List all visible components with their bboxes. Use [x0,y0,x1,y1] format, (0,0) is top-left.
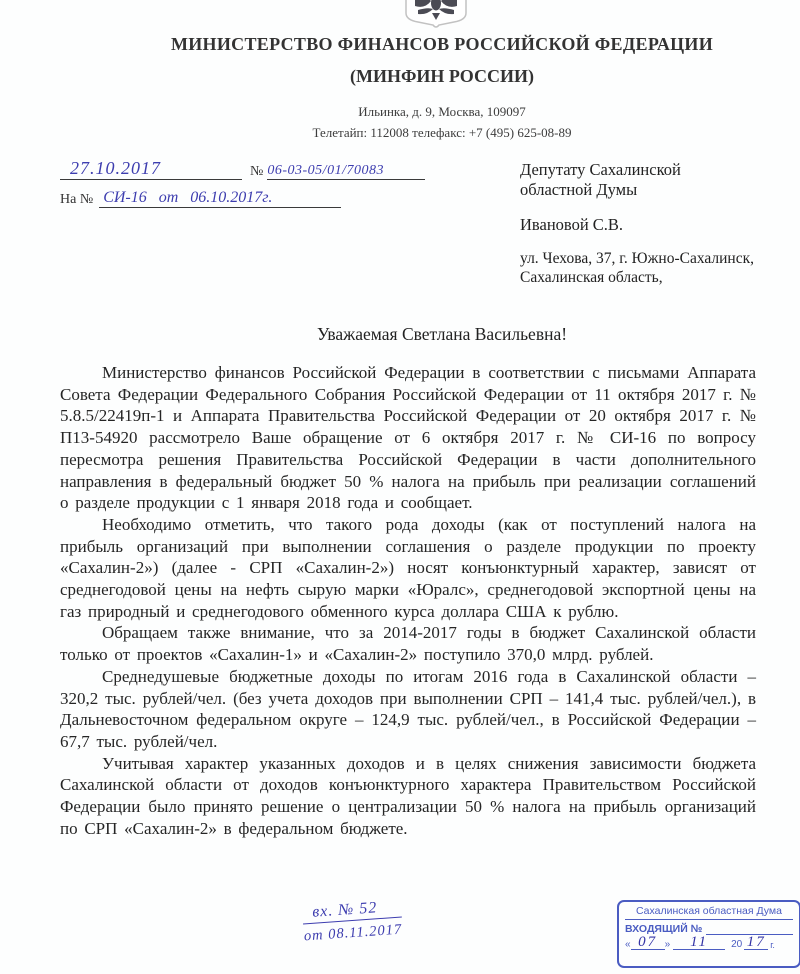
stamp-incoming-label: ВХОДЯЩИЙ № [625,923,703,935]
reply-number-handwritten: СИ-16 от 06.10.2017г. [99,189,341,208]
number-sign-label: № [250,164,264,179]
outgoing-date-handwritten: 27.10.2017 [60,158,242,180]
stamp-organization: Сахалинская областная Дума [625,905,793,920]
ministry-contacts: Телетайп: 112008 телефакс: +7 (495) 625-08-89 [312,125,572,140]
reference-block [60,158,440,208]
handwritten-incoming-note [302,898,403,946]
coat-of-arms-icon [402,0,470,33]
addressee-address-line2: Сахалинская область, [520,269,663,286]
paragraph-3: Обращаем также внимание, что за 2014-2017 годы в бюджет Сахалинской области только от проектов «Сахалин-1» и «Сахалин-2» поступило 370,0 млрд. рублей. [60,623,756,665]
paragraph-2: Необходимо отметить, что такого рода доходы (как от поступлений налога на прибыль организаций при выполнении соглашения о разделе продукции по проекту «Сахалин-2») (далее - СРП «Сахалин-2») носят конъюнктурный характер, зависят от среднегодовой цены на нефть сырую марки «Юралс», среднегодовой экспортной цены на газ природный и среднегодового обменного курса доллара США к рублю. [60,514,756,621]
stamp-year-handwritten: 17 [744,936,768,950]
stamp-quote-open: « [625,939,631,950]
reply-ref-line [60,189,440,208]
stamp-quote-close: » [664,939,671,950]
paragraph-1: Министерство финансов Российской Федерации в соответствии с письмами Аппарата Совета Федерации Федерального Собрания Российской Федерации от 11 октября 2017 г. № 5.8.5/22419п-1 и Аппарата Правительства Российской Федерации от 20 октября 2017 г. № П13-54920 рассмотрело Ваше обращение от 6 октября 2017 г. № СИ-16 по вопросу пересмотра решения Правительства Российской Федерации в части дополнительного направления в федеральный бюджет 50 % налога на прибыль при реализации соглашений о разделе продукции с 1 января 2018 года и сообщает. [60,363,756,513]
paragraph-5: Учитывая характер указанных доходов и в целях снижения зависимости бюджета Сахалинской области от доходов конъюнктурного характера Правительством Российской Федерации было принято решение о централизации 50 % налога на прибыль организаций по СРП «Сахалин-2» в федеральном бюджете. [60,753,756,838]
addressee-name: Ивановой С.В. [520,215,624,234]
stamp-day-handwritten: 07 [631,936,665,950]
stamp-date-row [625,936,793,950]
outgoing-number-handwritten: 06-03-05/01/70083 [267,163,425,180]
stamp-year-suffix: г. [770,940,775,950]
letterhead [42,34,800,141]
paragraph-4: Среднедушевые бюджетные доходы по итогам 2016 года в Сахалинской области – 320,2 тыс. рублей/чел. (без учета доходов при выполнении СРП – 141,4 тыс. рублей/чел.), в Дальневосточном федеральном округе – 124,9 тыс. рублей/чел., в Российской Федерации – 67,7 тыс. рублей/чел. [60,666,756,751]
incoming-number-handwritten: вх. № 52 [302,898,402,925]
outgoing-ref-line [60,158,440,180]
salutation: Уважаемая Светлана Васильевна! [316,324,568,344]
ministry-name: МИНИСТЕРСТВО ФИНАНСОВ РОССИЙСКОЙ ФЕДЕРАЦИИ [170,34,714,54]
addressee-line1: Депутату Сахалинской [520,160,681,179]
reply-to-label: На № [60,192,94,207]
incoming-stamp [617,900,800,968]
ministry-short-name: (МИНФИН РОССИИ) [349,66,535,86]
addressee-address-line1: ул. Чехова, 37, г. Южно-Сахалинск, [520,250,754,267]
letter-body [60,362,756,839]
stamp-year-prefix: 20 [731,939,743,950]
ministry-address: Ильинка, д. 9, Москва, 109097 [358,104,526,119]
incoming-date-handwritten: от 08.11.2017 [303,921,403,945]
addressee-block [520,160,785,287]
stamp-month-handwritten: 11 [673,936,725,950]
addressee-address [520,249,785,287]
addressee-line2: областной Думы [520,180,638,199]
